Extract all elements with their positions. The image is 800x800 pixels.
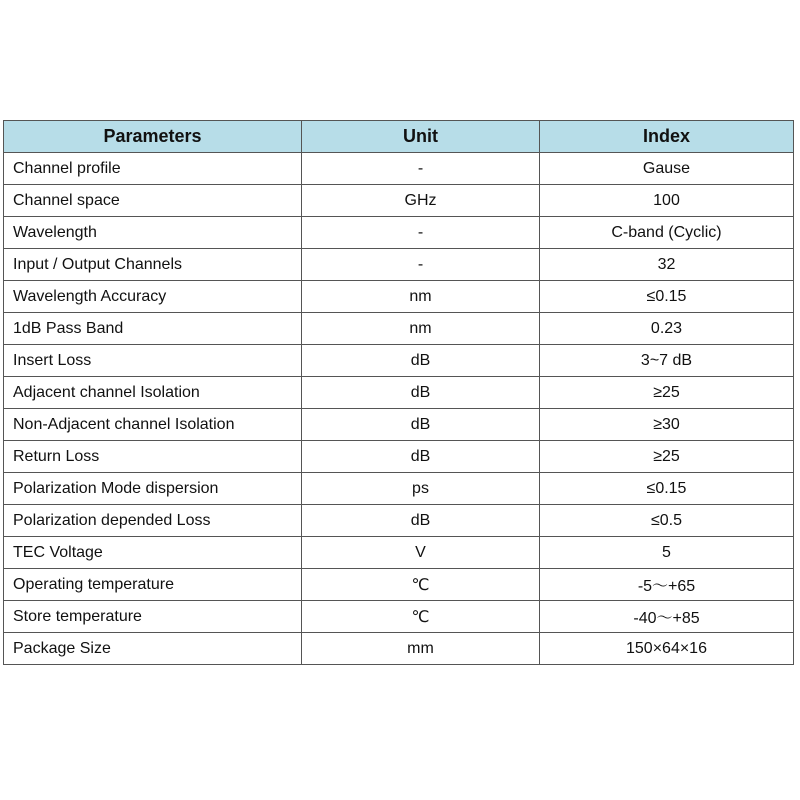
parameter-cell: Return Loss bbox=[4, 441, 302, 473]
header-row bbox=[4, 121, 794, 153]
table-row bbox=[4, 313, 794, 345]
parameter-cell: Input / Output Channels bbox=[4, 249, 302, 281]
index-cell: ≥25 bbox=[540, 377, 794, 409]
unit-cell: dB bbox=[302, 441, 540, 473]
spec-table bbox=[3, 120, 794, 665]
table-body bbox=[4, 153, 794, 665]
unit-cell: GHz bbox=[302, 185, 540, 217]
table-row bbox=[4, 185, 794, 217]
index-cell: ≥30 bbox=[540, 409, 794, 441]
index-cell: ≤0.15 bbox=[540, 473, 794, 505]
parameter-cell: Adjacent channel Isolation bbox=[4, 377, 302, 409]
table-row bbox=[4, 377, 794, 409]
unit-cell: - bbox=[302, 217, 540, 249]
table-row bbox=[4, 249, 794, 281]
index-cell: ≥25 bbox=[540, 441, 794, 473]
index-cell: 5 bbox=[540, 537, 794, 569]
index-cell: 32 bbox=[540, 249, 794, 281]
unit-cell: nm bbox=[302, 281, 540, 313]
parameter-cell: Store temperature bbox=[4, 601, 302, 633]
table-row bbox=[4, 441, 794, 473]
table-row bbox=[4, 537, 794, 569]
parameter-cell: TEC Voltage bbox=[4, 537, 302, 569]
table-row bbox=[4, 153, 794, 185]
table-row bbox=[4, 569, 794, 601]
index-cell: Gause bbox=[540, 153, 794, 185]
parameter-cell: Wavelength bbox=[4, 217, 302, 249]
index-cell: -5～+65 bbox=[540, 569, 794, 601]
parameter-cell: Channel space bbox=[4, 185, 302, 217]
unit-cell: dB bbox=[302, 409, 540, 441]
index-cell: ≤0.5 bbox=[540, 505, 794, 537]
header-parameters: Parameters bbox=[4, 121, 302, 153]
unit-cell: nm bbox=[302, 313, 540, 345]
index-cell: 100 bbox=[540, 185, 794, 217]
header-index: Index bbox=[540, 121, 794, 153]
table-row bbox=[4, 505, 794, 537]
unit-cell: mm bbox=[302, 633, 540, 665]
index-cell: C-band (Cyclic) bbox=[540, 217, 794, 249]
table-row bbox=[4, 473, 794, 505]
unit-cell: ps bbox=[302, 473, 540, 505]
unit-cell: ℃ bbox=[302, 569, 540, 601]
parameter-cell: 1dB Pass Band bbox=[4, 313, 302, 345]
parameter-cell: Wavelength Accuracy bbox=[4, 281, 302, 313]
unit-cell: dB bbox=[302, 377, 540, 409]
parameter-cell: Package Size bbox=[4, 633, 302, 665]
table-row bbox=[4, 217, 794, 249]
parameter-cell: Polarization depended Loss bbox=[4, 505, 302, 537]
parameter-cell: Insert Loss bbox=[4, 345, 302, 377]
table-header bbox=[4, 121, 794, 153]
index-cell: 3~7 dB bbox=[540, 345, 794, 377]
table-row bbox=[4, 281, 794, 313]
parameter-cell: Operating temperature bbox=[4, 569, 302, 601]
table-row bbox=[4, 345, 794, 377]
parameter-cell: Channel profile bbox=[4, 153, 302, 185]
unit-cell: ℃ bbox=[302, 601, 540, 633]
index-cell: 0.23 bbox=[540, 313, 794, 345]
unit-cell: dB bbox=[302, 505, 540, 537]
unit-cell: - bbox=[302, 249, 540, 281]
table-row bbox=[4, 633, 794, 665]
parameter-cell: Polarization Mode dispersion bbox=[4, 473, 302, 505]
unit-cell: - bbox=[302, 153, 540, 185]
table-row bbox=[4, 601, 794, 633]
unit-cell: V bbox=[302, 537, 540, 569]
parameter-cell: Non-Adjacent channel Isolation bbox=[4, 409, 302, 441]
unit-cell: dB bbox=[302, 345, 540, 377]
index-cell: 150×64×16 bbox=[540, 633, 794, 665]
header-unit: Unit bbox=[302, 121, 540, 153]
index-cell: ≤0.15 bbox=[540, 281, 794, 313]
index-cell: -40～+85 bbox=[540, 601, 794, 633]
table-row bbox=[4, 409, 794, 441]
